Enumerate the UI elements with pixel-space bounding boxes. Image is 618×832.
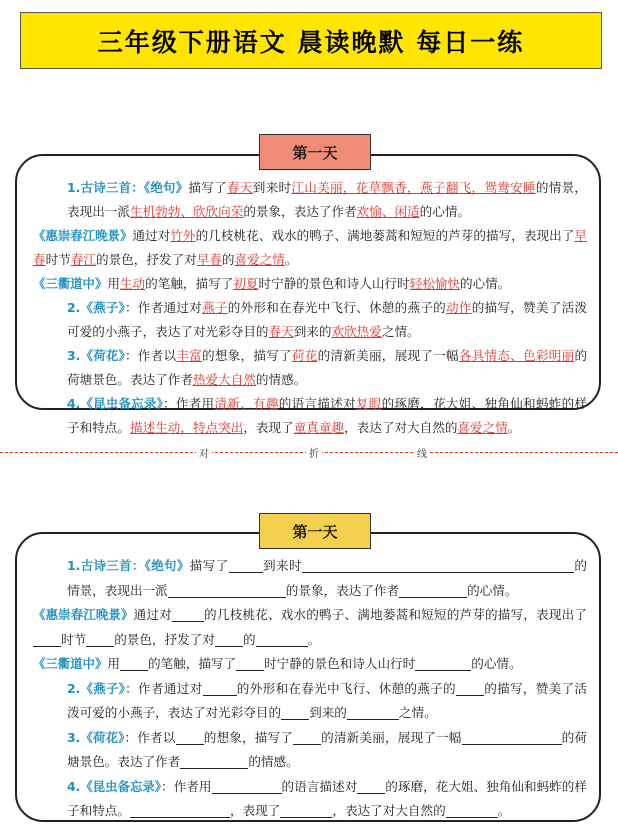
text: 到来时 [252, 180, 292, 195]
text: ，表达了对大自然的 [344, 420, 458, 435]
fold-label: 线 [414, 445, 430, 460]
answer: 热爱大自然 [192, 372, 256, 387]
poem-title: 《三衢道中》 [33, 656, 108, 671]
text: ：作者以 [124, 729, 176, 745]
text: 描写了 [188, 180, 227, 195]
text: 的 [242, 631, 256, 647]
answer-blank[interactable] [86, 631, 114, 647]
text: 。 [284, 252, 298, 267]
text: 的描写，赞美了活泼可爱的小燕子，表达了对光彩夺目的 [67, 300, 588, 339]
text: 时节 [45, 252, 71, 267]
text: 的心情。 [459, 276, 511, 291]
lesson-title: 4.《昆虫备忘录》 [67, 396, 163, 411]
page-title: 三年级下册语文 晨读晚默 每日一练 [20, 12, 602, 69]
text: ：作者用 [161, 778, 212, 794]
poem-title: 《三衢道中》 [33, 276, 108, 291]
text: 的情感。 [255, 372, 307, 387]
text: 的清新美丽，展现了一幅 [321, 729, 462, 745]
text: 的心情。 [471, 656, 522, 671]
text: 。 [307, 631, 321, 647]
answer-blank[interactable] [120, 655, 148, 671]
text: 的景象，表达了作者 [285, 582, 400, 598]
answer: 初夏 [233, 276, 259, 291]
answer: 竹外 [170, 228, 196, 243]
answer-blank[interactable] [293, 729, 321, 745]
answer-blank[interactable] [399, 582, 467, 598]
day-badge-practice: 第一天 [259, 513, 371, 549]
para-hehua [33, 344, 587, 392]
fold-label: 对 [196, 445, 212, 460]
text: ，表现了 [243, 420, 294, 435]
text: 的心情。 [419, 204, 470, 219]
text: ，表达了对大自然的 [332, 803, 446, 818]
text: 的想象，描写了 [203, 729, 294, 745]
text: 的荷塘景色。表达了作者 [67, 729, 588, 769]
answer: 童真童趣 [293, 420, 345, 435]
answer-blank[interactable] [456, 680, 484, 696]
para-kunchong [33, 392, 587, 440]
fold-label: 折 [306, 445, 322, 460]
text: 的情景，表现出一派 [67, 558, 588, 598]
para-yanzi-blank [33, 677, 587, 726]
text: 之情。 [398, 705, 437, 720]
lesson-title: 2.《燕子》 [67, 300, 125, 315]
answer: 生动 [119, 276, 146, 291]
answer: 动作 [446, 300, 472, 315]
text: 通过对 [133, 607, 172, 622]
text: 的语言描述对 [281, 778, 358, 794]
lesson-title: 4.《昆虫备忘录》 [67, 778, 162, 794]
answer: 欢愉、闲适 [356, 204, 420, 219]
answer-blank[interactable] [357, 778, 385, 794]
para-sanqu [33, 272, 587, 296]
answer-card [15, 154, 601, 435]
answer: 春天 [227, 180, 253, 195]
answer-blank[interactable] [33, 631, 61, 647]
text: 到来时 [262, 558, 303, 573]
text: 的景色，抒发了对 [95, 252, 197, 267]
text: 的琢磨，花大姐、独角仙和蚂蚱的样子和特点。 [67, 396, 588, 435]
answer-blank[interactable] [168, 582, 286, 598]
text: 的笔触，描写了 [145, 276, 234, 291]
answer-blank[interactable] [415, 655, 471, 671]
text: 通过对 [132, 228, 171, 243]
text: 用 [107, 656, 120, 671]
answer: 各具情态、色彩明丽 [458, 348, 575, 363]
text: 的清新美丽，展现了一幅 [317, 348, 459, 363]
text: ：作者通过对 [124, 300, 202, 315]
text: 的笔触，描写了 [147, 656, 237, 671]
text: ：作者用 [162, 396, 215, 411]
text: 的心情。 [467, 582, 518, 598]
answer-blank[interactable] [347, 704, 399, 720]
para-kunchong-blank [33, 775, 587, 824]
text: ：作者通过对 [125, 680, 203, 696]
answer-blank[interactable] [281, 704, 309, 720]
text: ：作者以 [124, 348, 177, 363]
answer: 轻松愉快 [409, 276, 460, 291]
text: 的情感。 [248, 754, 299, 769]
poem-title: 1.古诗三首：《绝句》 [67, 558, 190, 573]
answer-blank[interactable] [256, 631, 308, 647]
answer: 生机勃勃、欣欣向荣 [129, 204, 244, 219]
poem-title: 《惠崇春江晚景》 [33, 607, 134, 622]
poem-title: 《惠崇春江晚景》 [33, 228, 133, 243]
text: 。 [507, 420, 521, 435]
answer-blank[interactable] [176, 729, 204, 745]
para-hehua-blank [33, 726, 587, 775]
answer: 早春 [33, 228, 588, 267]
answer: 描述生动，特点突出 [129, 420, 244, 435]
answer: 春天 [268, 324, 294, 339]
para-chunjiang-blank [33, 603, 587, 652]
text: 之情。 [381, 324, 420, 339]
text: 的景色，抒发了对 [114, 631, 215, 647]
lesson-title: 2.《燕子》 [67, 680, 126, 696]
text: 的荷塘景色。表达了作者 [67, 348, 588, 387]
answer: 丰富 [176, 348, 202, 363]
para-chunjiang [33, 224, 587, 272]
para-jueju [33, 176, 587, 224]
lesson-title: 3.《荷花》 [67, 348, 125, 363]
poem-title: 1.古诗三首：《绝句》 [67, 180, 189, 195]
answer: 春江 [70, 252, 96, 267]
text: 到来的 [293, 324, 332, 339]
answer: 早春 [196, 252, 222, 267]
text: 。 [497, 803, 511, 818]
text: 用 [107, 276, 120, 291]
answer: 欢欣热爱 [331, 324, 382, 339]
text: 时宁静的景色和诗人山行时 [264, 656, 416, 671]
answer: 清新、有趣 [214, 396, 279, 411]
answer-blank[interactable] [236, 655, 264, 671]
answer: 喜爱之情 [234, 252, 285, 267]
answer-blank[interactable] [462, 729, 562, 745]
answer: 燕子 [202, 300, 228, 315]
text: 时节 [61, 631, 87, 647]
answer-blank[interactable] [446, 802, 498, 818]
text: 的语言描述对 [278, 396, 356, 411]
answer-blank[interactable] [180, 753, 248, 769]
text: 的想象，描写了 [202, 348, 292, 363]
practice-card [15, 532, 601, 822]
para-sanqu-blank [33, 652, 587, 677]
text: 的外形和在春光中飞行、休憩的燕子的 [236, 680, 456, 696]
answer-blank[interactable] [280, 802, 332, 818]
text: 时宁静的景色和诗人山行时 [258, 276, 410, 291]
text: 到来的 [309, 705, 347, 720]
text: 描写了 [189, 558, 229, 573]
text: 的外形和在春光中飞行、休憩的燕子的 [227, 300, 446, 315]
answer-blank[interactable] [212, 778, 282, 794]
text: 的描写，赞美了活泼可爱的小燕子，表达了对光彩夺目的 [67, 680, 588, 720]
answer: 喜爱之情 [457, 420, 508, 435]
text: 的几枝桃花、戏水的鸭子、满地蒌蒿和短短的芦芽的描写，表现出了 [195, 228, 575, 243]
answer-blank[interactable] [215, 631, 243, 647]
text: ，表现了 [229, 803, 281, 818]
text: 的情景，表现出一派 [67, 180, 588, 219]
answer: 江山美丽，花草飘香，燕子翻飞，鸳鸯安睡 [291, 180, 536, 195]
text: 的景象，表达了作者 [243, 204, 357, 219]
answer-blank[interactable] [203, 680, 237, 696]
text: 的 [221, 252, 235, 267]
para-jueju-blank [33, 554, 587, 603]
answer: 复眼 [355, 396, 382, 411]
para-yanzi [33, 296, 587, 344]
day-badge-answers: 第一天 [259, 134, 371, 170]
answer-blank[interactable] [229, 557, 263, 573]
answer-blank[interactable] [302, 557, 574, 573]
answer-blank[interactable] [130, 802, 230, 818]
text: 的琢磨，花大姐、独角仙和蚂蚱的样子和特点。 [67, 778, 588, 818]
text: 的几枝桃花、戏水的鸭子、满地蒌蒿和短短的芦芽的描写，表现出了 [203, 607, 588, 622]
answer: 荷花 [291, 348, 318, 363]
lesson-title: 3.《荷花》 [67, 729, 125, 745]
answer-blank[interactable] [172, 606, 204, 622]
